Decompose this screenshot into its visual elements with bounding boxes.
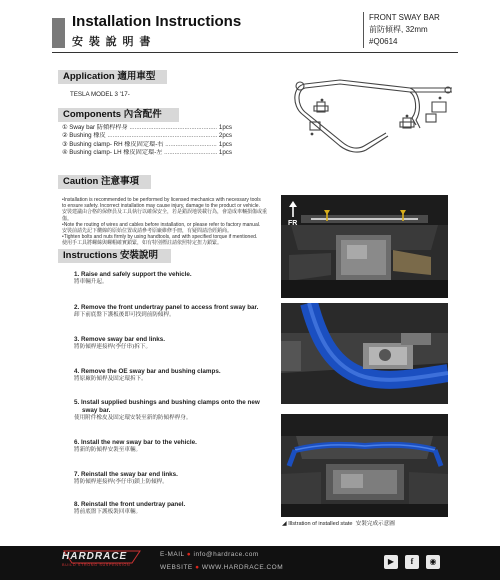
page-subtitle: 安 裝 說 明 書 <box>72 35 152 48</box>
step-4: 4. Remove the OE sway bar and bushing clamps. 將原廠防傾桿及固定環拆下。 <box>74 368 221 382</box>
caution-heading: Caution 注意事項 <box>58 175 151 189</box>
sway-bar-closeup-photo <box>281 303 448 404</box>
header-divider <box>52 52 458 53</box>
footer-website: WEBSITE ● WWW.HARDRACE.COM <box>160 564 284 571</box>
step-8: 8. Reinstall the front undertray panel. 將前底盤下護板裝回車輛。 <box>74 501 186 515</box>
list-item: ② Bushing 橡皮 ..... 2pcs <box>62 132 232 140</box>
photo-caption: ◢ Illstration of installed state 安裝完成示意圖 <box>282 521 395 527</box>
underbody-photo <box>281 195 448 298</box>
step-6: 6. Install the new sway bar to the vehicle. 將新的防傾桿安裝至車輛。 <box>74 439 197 453</box>
product-name: FRONT SWAY BAR <box>369 13 440 22</box>
youtube-icon[interactable]: ▶ <box>384 555 398 569</box>
wechat-icon[interactable]: ◉ <box>426 555 440 569</box>
footer-email: E-MAIL ● info@hardrace.com <box>160 551 259 558</box>
caution-text: •Installation is recommended to be performed by licensed mechanics with necessary tools to ensure safety. Incorrect installation may cause injury, damage to the product or vehicle. 安裝建議由合格的保修員及工具執行以確保安全，若是錯誤地裝載行為，會造成車輛損傷或重傷。 •Note the routing of wires and cables before installation, or please refer to factory manual. 安裝前請先記下纜線的原始位置或請參考原廠維修手冊，有疑問請洽經銷商。 •Tighten bolts and nuts firmly by using handtools, and with specified torque if mentioned. 使用手工具將螺絲與螺帽確實鎖緊，如有特別標註請依照特定扭力鎖緊。 <box>62 197 268 247</box>
step-2: 2. Remove the front undertray panel to access front sway bar. 卸下前底盤下護板後即可找到前防傾桿。 <box>74 304 259 318</box>
page-title: Installation Instructions <box>72 13 242 30</box>
installed-state-photo <box>281 414 448 517</box>
vehicle-model: TESLA MODEL 3 '17- <box>70 91 130 98</box>
instructions-heading: Instructions 安裝說明 <box>58 249 171 263</box>
components-list <box>62 124 232 158</box>
product-code: #Q0614 <box>369 37 398 46</box>
brand-tagline: BUILD STRONG SUSPENSION <box>62 563 131 567</box>
application-heading: Application 適用車型 <box>58 70 167 84</box>
caption-marker-icon: ◢ <box>282 521 287 527</box>
step-1: 1. Raise and safely support the vehicle. 將車輛升起。 <box>74 271 192 285</box>
facebook-icon[interactable]: f <box>405 555 419 569</box>
product-info <box>363 12 440 48</box>
components-heading: Components 內含配件 <box>58 108 179 122</box>
sway-bar-drawing <box>270 62 460 167</box>
fr-label: FR <box>288 220 298 227</box>
brand-logo: HARDRACE <box>62 551 128 562</box>
list-item: ③ Bushing clamp- RH 橡皮固定環-右 ..... 1pcs <box>62 141 232 149</box>
step-5: 5. Install supplied bushings and bushing clamps onto the new sway bar. 使用附件橡皮及固定環安裝至新的防傾桿桿身。 <box>74 399 260 421</box>
step-7: 7. Reinstall the sway bar end links. 將防傾桿連接桿(李仔串)鎖上防傾桿。 <box>74 471 178 485</box>
product-spec: 前防傾桿, 32mm <box>369 25 428 34</box>
header-accent-bar <box>52 18 65 48</box>
list-item: ④ Bushing clamp- LH 橡皮固定環-左 ..... 1pcs <box>62 149 232 157</box>
list-item: ① Sway bar 防傾桿桿身 ..... 1pcs <box>62 124 232 132</box>
step-3: 3. Remove sway bar end links. 將防傾桿連接桿(李仔串)拆下。 <box>74 336 165 350</box>
